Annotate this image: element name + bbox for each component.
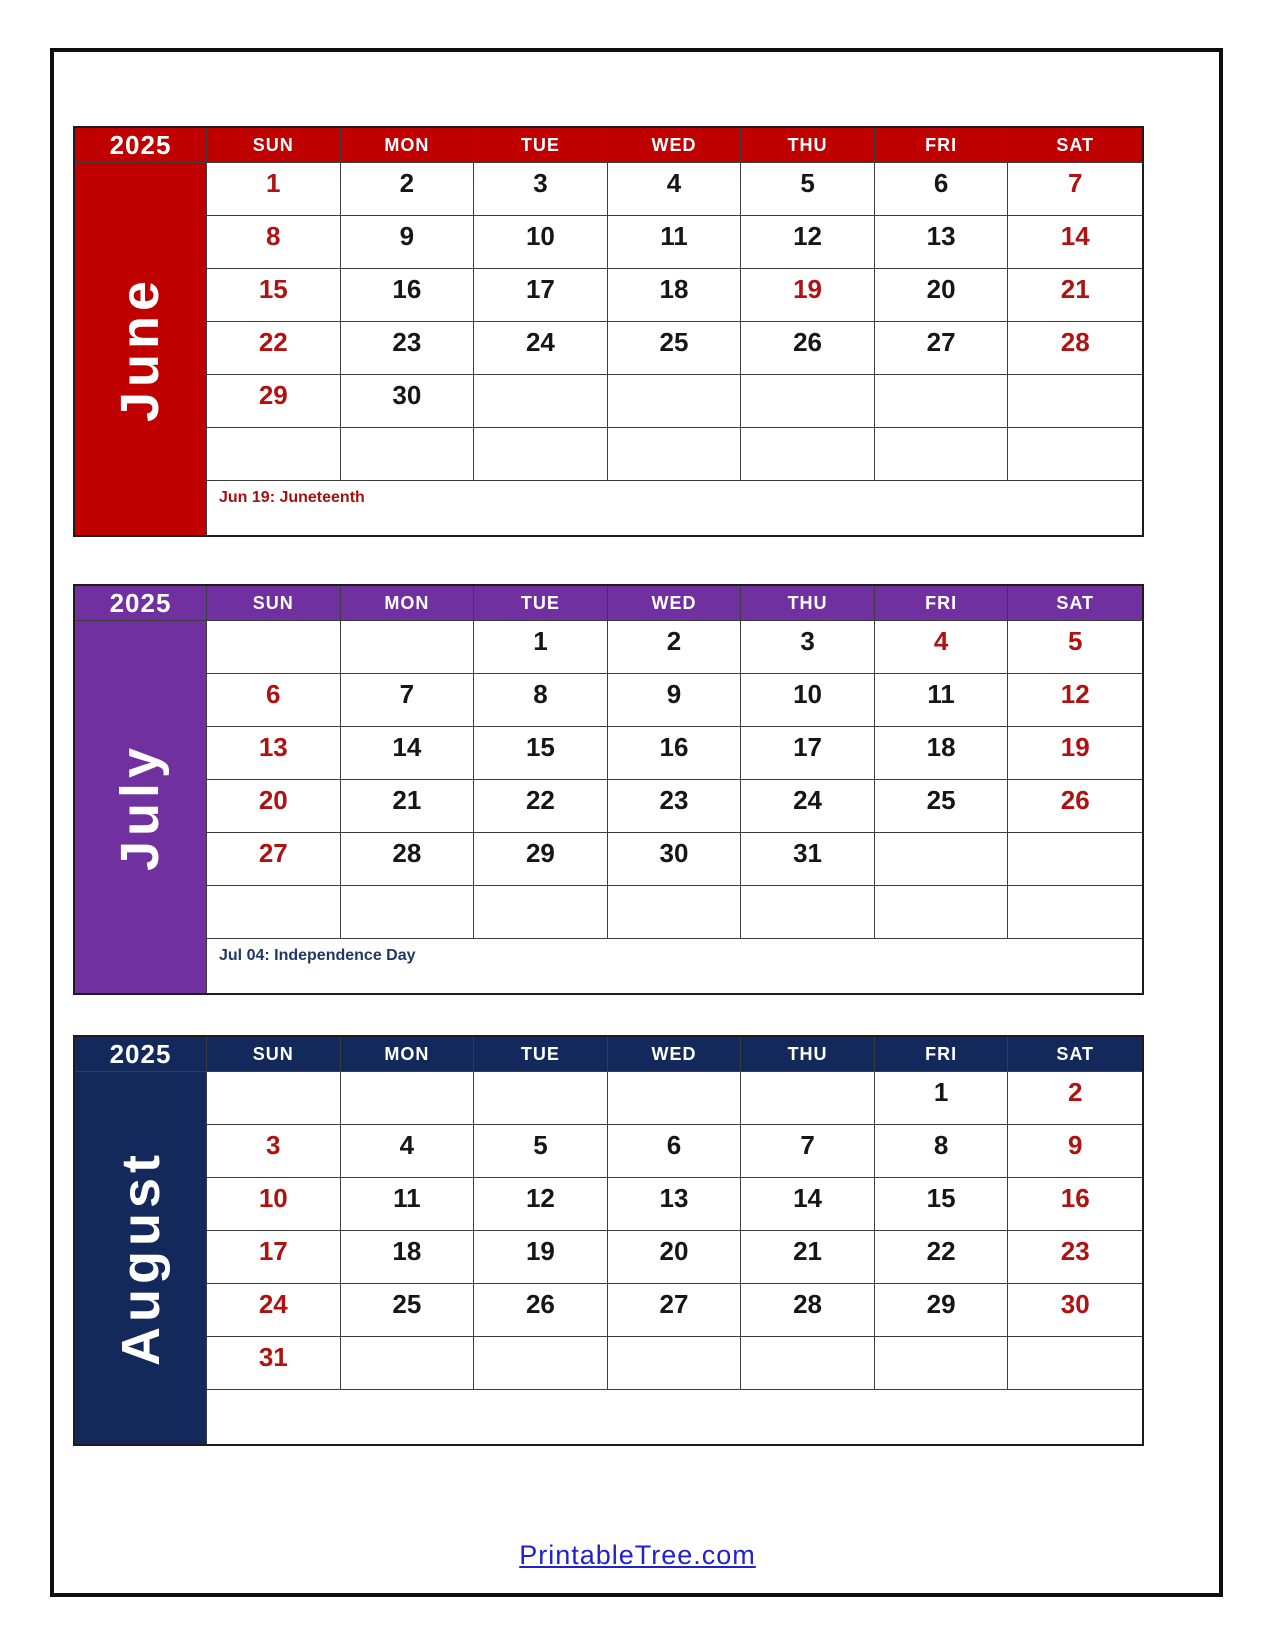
date-cell-empty [341,621,475,674]
date-cell-july-6: 6 [207,674,341,727]
date-cell-august-27: 27 [608,1284,742,1337]
month-name-label: June [110,275,171,423]
date-cell-july-2: 2 [608,621,742,674]
date-cell-august-30: 30 [1008,1284,1142,1337]
date-cell-june-27: 27 [875,322,1009,375]
weekday-header-thu: THU [741,1037,875,1072]
date-cell-empty [474,1337,608,1390]
weekday-header-mon: MON [341,128,475,163]
date-cell-august-15: 15 [875,1178,1009,1231]
weekday-header-fri: FRI [875,128,1009,163]
date-cell-empty [474,1072,608,1125]
date-cell-empty [741,886,875,939]
date-cell-june-1: 1 [207,163,341,216]
date-cell-july-15: 15 [474,727,608,780]
date-cell-july-8: 8 [474,674,608,727]
date-cell-empty [1008,1337,1142,1390]
date-cell-june-2: 2 [341,163,475,216]
calendar-july [73,584,1144,995]
date-cell-july-30: 30 [608,833,742,886]
date-cell-empty [474,428,608,481]
date-cell-june-13: 13 [875,216,1009,269]
weekday-header-fri: FRI [875,1037,1009,1072]
month-name-label: August [110,1150,171,1366]
year-label-july: 2025 [75,586,207,621]
date-cell-june-11: 11 [608,216,742,269]
date-cell-july-26: 26 [1008,780,1142,833]
date-cell-august-21: 21 [741,1231,875,1284]
date-cell-july-1: 1 [474,621,608,674]
date-cell-june-28: 28 [1008,322,1142,375]
date-cell-july-14: 14 [341,727,475,780]
month-bar-august [75,1072,207,1444]
date-cell-empty [608,428,742,481]
date-cell-empty [1008,833,1142,886]
date-cell-june-8: 8 [207,216,341,269]
date-cell-june-3: 3 [474,163,608,216]
date-cell-july-10: 10 [741,674,875,727]
date-cell-july-29: 29 [474,833,608,886]
weekday-header-sun: SUN [207,1037,341,1072]
date-cell-june-24: 24 [474,322,608,375]
date-cell-august-13: 13 [608,1178,742,1231]
date-cell-july-4: 4 [875,621,1009,674]
date-cell-july-31: 31 [741,833,875,886]
date-cell-june-29: 29 [207,375,341,428]
date-cell-august-8: 8 [875,1125,1009,1178]
date-cell-june-10: 10 [474,216,608,269]
date-cell-empty [1008,428,1142,481]
date-cell-august-20: 20 [608,1231,742,1284]
date-cell-empty [608,1072,742,1125]
date-cell-empty [207,1072,341,1125]
weekday-header-mon: MON [341,586,475,621]
year-label-august: 2025 [75,1037,207,1072]
date-cell-august-9: 9 [1008,1125,1142,1178]
date-cell-july-11: 11 [875,674,1009,727]
weekday-header-wed: WED [608,1037,742,1072]
date-cell-july-23: 23 [608,780,742,833]
date-cell-july-22: 22 [474,780,608,833]
date-cell-june-25: 25 [608,322,742,375]
date-cell-july-16: 16 [608,727,742,780]
weekday-header-sun: SUN [207,586,341,621]
holiday-note-june: Jun 19: Juneteenth [207,481,1142,535]
date-cell-empty [608,886,742,939]
date-cell-july-28: 28 [341,833,475,886]
date-cell-august-1: 1 [875,1072,1009,1125]
month-bar-july [75,621,207,993]
weekday-header-wed: WED [608,128,742,163]
date-cell-june-12: 12 [741,216,875,269]
date-cell-empty [741,375,875,428]
month-bar-june [75,163,207,535]
date-cell-august-17: 17 [207,1231,341,1284]
date-cell-june-15: 15 [207,269,341,322]
date-cell-august-6: 6 [608,1125,742,1178]
date-cell-june-30: 30 [341,375,475,428]
date-cell-empty [207,621,341,674]
date-cell-july-25: 25 [875,780,1009,833]
date-cell-empty [207,428,341,481]
date-cell-june-19: 19 [741,269,875,322]
weekday-header-sat: SAT [1008,128,1142,163]
weekday-header-sat: SAT [1008,1037,1142,1072]
date-cell-empty [741,428,875,481]
date-cell-empty [341,428,475,481]
date-cell-june-22: 22 [207,322,341,375]
date-cell-empty [1008,886,1142,939]
date-cell-july-9: 9 [608,674,742,727]
date-cell-august-29: 29 [875,1284,1009,1337]
date-cell-august-22: 22 [875,1231,1009,1284]
date-cell-june-23: 23 [341,322,475,375]
date-cell-july-17: 17 [741,727,875,780]
weekday-header-mon: MON [341,1037,475,1072]
weekday-header-wed: WED [608,586,742,621]
date-cell-empty [875,428,1009,481]
date-cell-empty [474,886,608,939]
date-cell-june-14: 14 [1008,216,1142,269]
date-cell-july-18: 18 [875,727,1009,780]
weekday-header-tue: TUE [474,128,608,163]
date-cell-august-24: 24 [207,1284,341,1337]
date-cell-august-28: 28 [741,1284,875,1337]
date-cell-august-2: 2 [1008,1072,1142,1125]
date-cell-july-13: 13 [207,727,341,780]
date-cell-june-9: 9 [341,216,475,269]
date-cell-july-27: 27 [207,833,341,886]
date-cell-june-16: 16 [341,269,475,322]
date-cell-july-7: 7 [341,674,475,727]
date-cell-june-6: 6 [875,163,1009,216]
holiday-note-july: Jul 04: Independence Day [207,939,1142,993]
date-cell-august-25: 25 [341,1284,475,1337]
date-cell-june-7: 7 [1008,163,1142,216]
weekday-header-thu: THU [741,586,875,621]
date-cell-june-18: 18 [608,269,742,322]
date-cell-june-21: 21 [1008,269,1142,322]
date-cell-empty [207,886,341,939]
date-cell-august-26: 26 [474,1284,608,1337]
calendar-august [73,1035,1144,1446]
weekday-header-fri: FRI [875,586,1009,621]
date-cell-august-3: 3 [207,1125,341,1178]
date-cell-empty [341,886,475,939]
date-cell-june-17: 17 [474,269,608,322]
date-cell-empty [474,375,608,428]
date-cell-july-24: 24 [741,780,875,833]
date-cell-empty [1008,375,1142,428]
weekday-header-tue: TUE [474,586,608,621]
date-cell-empty [608,375,742,428]
date-cell-empty [341,1072,475,1125]
date-cell-july-19: 19 [1008,727,1142,780]
date-cell-august-14: 14 [741,1178,875,1231]
date-cell-august-31: 31 [207,1337,341,1390]
date-cell-june-5: 5 [741,163,875,216]
date-cell-june-26: 26 [741,322,875,375]
date-cell-empty [875,886,1009,939]
date-cell-august-5: 5 [474,1125,608,1178]
date-cell-empty [741,1072,875,1125]
date-cell-july-20: 20 [207,780,341,833]
date-cell-empty [608,1337,742,1390]
weekday-header-sat: SAT [1008,586,1142,621]
date-cell-july-5: 5 [1008,621,1142,674]
date-cell-empty [875,1337,1009,1390]
weekday-header-tue: TUE [474,1037,608,1072]
footer [0,1540,1275,1571]
date-cell-august-7: 7 [741,1125,875,1178]
date-cell-august-12: 12 [474,1178,608,1231]
calendar-june [73,126,1144,537]
date-cell-august-16: 16 [1008,1178,1142,1231]
date-cell-august-19: 19 [474,1231,608,1284]
weekday-header-thu: THU [741,128,875,163]
date-cell-june-20: 20 [875,269,1009,322]
date-cell-empty [875,375,1009,428]
date-cell-june-4: 4 [608,163,742,216]
date-cell-august-23: 23 [1008,1231,1142,1284]
footer-link[interactable]: PrintableTree.com [519,1540,756,1570]
date-cell-august-11: 11 [341,1178,475,1231]
date-cell-empty [341,1337,475,1390]
year-label-june: 2025 [75,128,207,163]
month-name-label: July [110,742,171,872]
date-cell-july-12: 12 [1008,674,1142,727]
date-cell-august-10: 10 [207,1178,341,1231]
holiday-note-august [207,1390,1142,1444]
date-cell-july-3: 3 [741,621,875,674]
date-cell-empty [741,1337,875,1390]
date-cell-august-18: 18 [341,1231,475,1284]
date-cell-july-21: 21 [341,780,475,833]
date-cell-august-4: 4 [341,1125,475,1178]
date-cell-empty [875,833,1009,886]
weekday-header-sun: SUN [207,128,341,163]
